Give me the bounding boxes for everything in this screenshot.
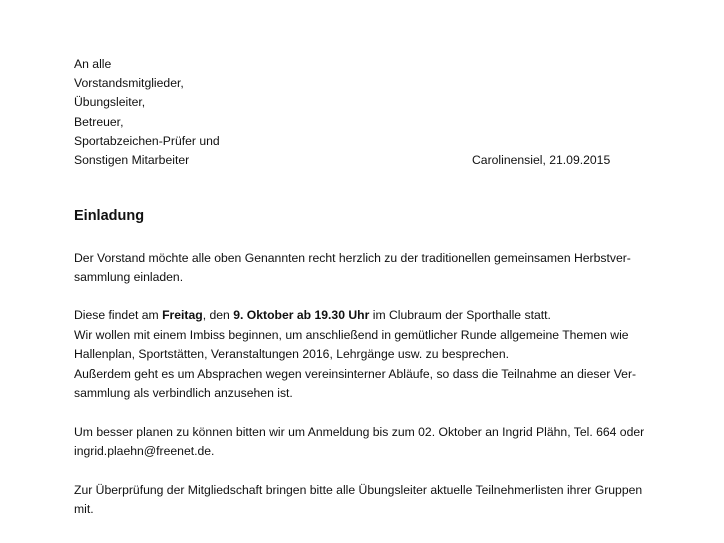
- body-line: Der Vorstand möchte alle oben Genannten recht herzlich zu der traditionellen gemeinsamen Herbstver-: [74, 251, 631, 265]
- letter-title: Einladung: [74, 208, 145, 224]
- text-span: Diese findet am: [74, 308, 163, 322]
- body-line: mit.: [74, 502, 94, 516]
- body-line: Wir wollen mit einem Imbiss beginnen, um anschließend in gemütlicher Runde allgemeine Themen wie: [74, 328, 629, 342]
- recipient-line: Sonstigen Mitarbeiter: [74, 153, 190, 167]
- place-date: Carolinensiel, 21.09.2015: [472, 153, 611, 167]
- text-span: im Clubraum der Sporthalle statt.: [369, 308, 551, 322]
- recipient-line: Betreuer,: [74, 115, 124, 129]
- body-line: ingrid.plaehn@freenet.de.: [74, 444, 215, 458]
- recipient-line: Vorstandsmitglieder,: [74, 76, 184, 90]
- recipient-line: An alle: [74, 57, 112, 71]
- recipient-line: Übungsleiter,: [74, 95, 146, 109]
- body-line: Außerdem geht es um Absprachen wegen vereinsinterner Abläufe, so dass die Teilnahme an dieser Ver-: [74, 367, 637, 381]
- body-line: [74, 307, 551, 323]
- body-line: sammlung einladen.: [74, 270, 184, 284]
- recipient-line: Sportabzeichen-Prüfer und: [74, 134, 220, 148]
- event-day: Freitag: [162, 308, 203, 322]
- event-datetime: 9. Oktober ab 19.30 Uhr: [233, 308, 370, 322]
- text-span: , den: [202, 308, 234, 322]
- body-line: Hallenplan, Sportstätten, Veranstaltungen 2016, Lehrgänge usw. zu besprechen.: [74, 347, 509, 361]
- body-line: Um besser planen zu können bitten wir um Anmeldung bis zum 02. Oktober an Ingrid Plähn, Tel. 664 oder: [74, 425, 645, 439]
- body-line: Zur Überprüfung der Mitgliedschaft bringen bitte alle Übungsleiter aktuelle Teilnehmerlisten ihrer Gruppen: [74, 483, 643, 497]
- body-line: sammlung als verbindlich anzusehen ist.: [74, 386, 293, 400]
